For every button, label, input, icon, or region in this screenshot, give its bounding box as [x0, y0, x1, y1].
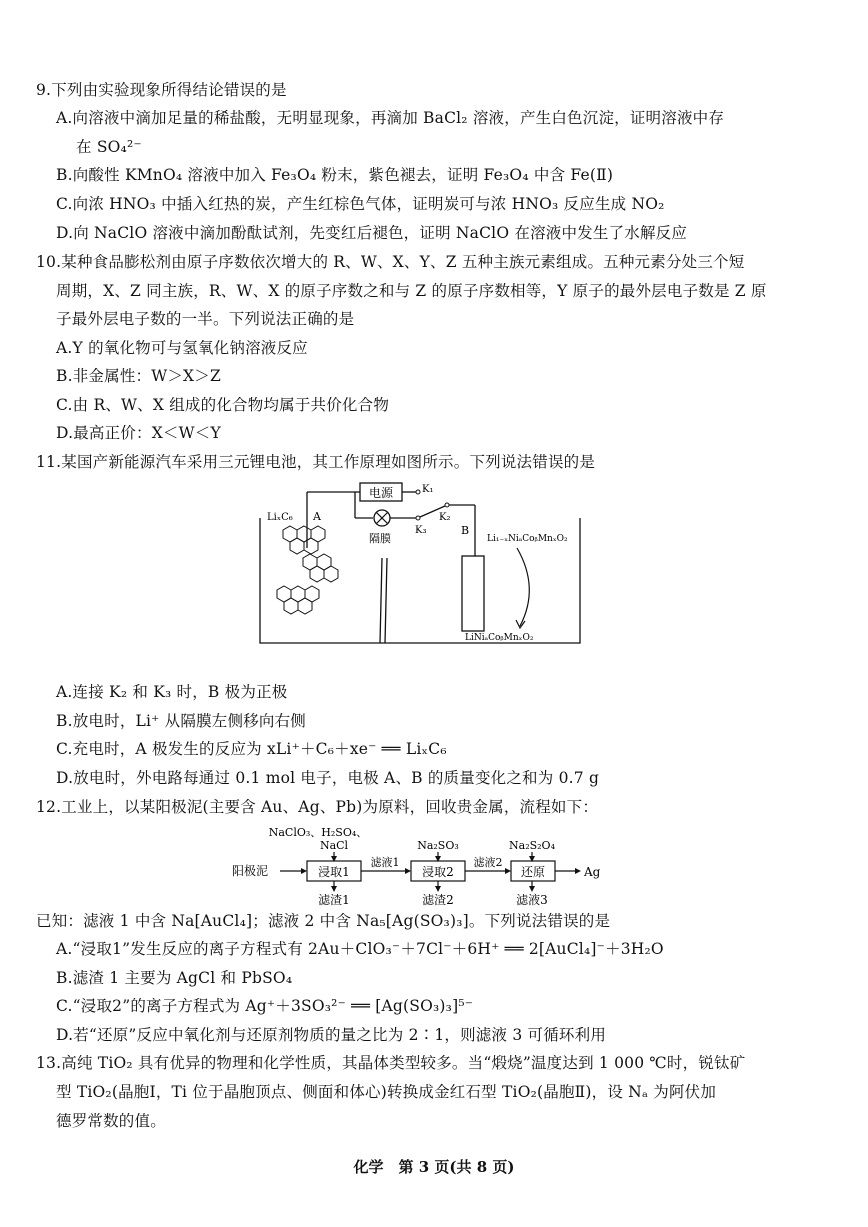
- q12-option-a: A.“浸取1”发生反应的离子方程式有 2Au＋ClO₃⁻＋7Cl⁻＋6H⁺ ══ 2[AuCl₄]⁻＋3H₂O: [56, 940, 664, 958]
- membrane: [380, 558, 382, 643]
- battery-diagram: [255, 478, 595, 648]
- product-label: Ag: [584, 865, 601, 879]
- reagent3-label: Na₂S₂O₄: [509, 839, 555, 852]
- conversion-arrow: [517, 548, 529, 626]
- q12-stem: 12.工业上，以某阳极泥(主要含 Au、Ag、Pb)为原料，回收贵金属，流程如下：: [36, 798, 599, 816]
- q11-option-d: D.放电时，外电路每通过 0.1 mol 电子，电极 A、B 的质量变化之和为 0.7 g: [56, 769, 600, 787]
- q13-stem-line2: 型 TiO₂(晶胞Ⅰ，Ti 位于晶胞顶点、侧面和体心)转换成金红石型 TiO₂(晶胞Ⅱ)，设 Nₐ 为阿伏加: [56, 1083, 717, 1101]
- q9-option-c: C.向浓 HNO₃ 中插入红热的炭，产生红棕色气体，证明炭可与浓 HNO₃ 反应生成 NO₂: [56, 195, 665, 213]
- q10-stem-line1: 10.某种食品膨松剂由原子序数依次增大的 R、W、X、Y、Z 五种主族元素组成。五种元素分处三个短: [36, 253, 745, 271]
- q10-option-d: D.最高正价：X＜W＜Y: [56, 424, 221, 442]
- q10-option-a: A.Y 的氧化物可与氢氧化钠溶液反应: [56, 339, 308, 357]
- q10-option-c: C.由 R、W、X 组成的化合物均属于共价化合物: [56, 396, 390, 414]
- k1-label: K₁: [422, 484, 434, 495]
- anode-material-label: LiₓC₆: [267, 512, 293, 523]
- residue1-label: 滤渣1: [318, 893, 350, 907]
- cathode-top-label: Li₁₋ₓNiₐCoᵦMnₓO₂: [487, 534, 568, 544]
- q12-known: 已知：滤液 1 中含 Na[AuCl₄]；滤液 2 中含 Na₅[Ag(SO₃)₃]。下列说法错误的是: [36, 912, 611, 930]
- q9-stem: 9.下列由实验现象所得结论错误的是: [36, 81, 287, 99]
- q10-stem-line3: 子最外层电子数的一半。下列说法正确的是: [56, 310, 355, 328]
- q12-option-d: D.若“还原”反应中氧化剂与还原剂物质的量之比为 2∶1，则滤液 3 可循环利用: [56, 1026, 607, 1044]
- filtrate2-label: 滤液2: [473, 856, 503, 869]
- process-flowchart: [230, 825, 630, 907]
- reagent1-line2: NaCl: [319, 839, 349, 852]
- q12-option-b: B.滤渣 1 主要为 AgCl 和 PbSO₄: [56, 969, 293, 987]
- q9-option-d: D.向 NaClO 溶液中滴加酚酞试剂，先变红后褪色，证明 NaClO 在溶液中发生了水解反应: [56, 224, 688, 242]
- residue3-label: 滤液3: [516, 893, 548, 907]
- q11-option-a: A.连接 K₂ 和 K₃ 时，B 极为正极: [56, 683, 288, 701]
- cathode-bottom-label: LiNiₐCoᵦMnₓO₂: [465, 633, 534, 643]
- q13-stem-line3: 德罗常数的值。: [56, 1112, 166, 1130]
- filtrate1-label: 滤液1: [370, 856, 400, 869]
- q10-stem-line2: 周期，X、Z 同主族，R、W、X 的原子序数之和与 Z 的原子序数相等，Y 原子的最外层电子数是 Z 原: [56, 282, 767, 300]
- step3-label: 还原: [520, 865, 546, 879]
- q10-option-b: B.非金属性：W＞X＞Z: [56, 367, 221, 385]
- q11-option-b: B.放电时，Li⁺ 从隔膜左侧移向右侧: [56, 712, 306, 730]
- q9-option-a-line1: A.向溶液中滴加足量的稀盐酸，无明显现象，再滴加 BaCl₂ 溶液，产生白色沉淀，证明溶液中存: [56, 109, 725, 127]
- q12-option-c: C.“浸取2”的离子方程式为 Ag⁺＋3SO₃²⁻ ══ [Ag(SO₃)₃]⁵⁻: [56, 997, 474, 1015]
- electrode-b-label: B: [461, 524, 470, 537]
- reagent1-line1: NaClO₃、H₂SO₄、: [268, 826, 368, 839]
- electrode-b: [462, 556, 484, 631]
- q9-option-b: B.向酸性 KMnO₄ 溶液中加入 Fe₃O₄ 粉末，紫色褪去，证明 Fe₃O₄ 中含 Fe(Ⅱ): [56, 166, 614, 184]
- flow-start: 阳极泥: [232, 864, 269, 878]
- step1-label: 浸取1: [318, 865, 350, 879]
- page-footer: 化学 第 3 页(共 8 页): [353, 1158, 515, 1176]
- k2-label: K₂: [439, 512, 451, 523]
- k3-label: K₃: [415, 525, 427, 536]
- electrode-a-label: A: [313, 510, 321, 523]
- q11-stem: 11.某国产新能源汽车采用三元锂电池，其工作原理如图所示。下列说法错误的是: [36, 453, 596, 471]
- power-label: 电源: [368, 486, 394, 500]
- reagent2-label: Na₂SO₃: [417, 839, 459, 852]
- membrane-label: 隔膜: [369, 532, 391, 545]
- residue2-label: 滤渣2: [422, 893, 454, 907]
- q11-option-c: C.充电时，A 极发生的反应为 xLi⁺＋C₆＋xe⁻ ══ LiₓC₆: [56, 740, 447, 758]
- q13-stem-line1: 13.高纯 TiO₂ 具有优异的物理和化学性质，其晶体类型较多。当“煅烧”温度达到 1 000 ℃时，锐钛矿: [36, 1054, 746, 1072]
- q9-option-a-line2: 在 SO₄²⁻: [76, 138, 142, 156]
- step2-label: 浸取2: [422, 865, 454, 879]
